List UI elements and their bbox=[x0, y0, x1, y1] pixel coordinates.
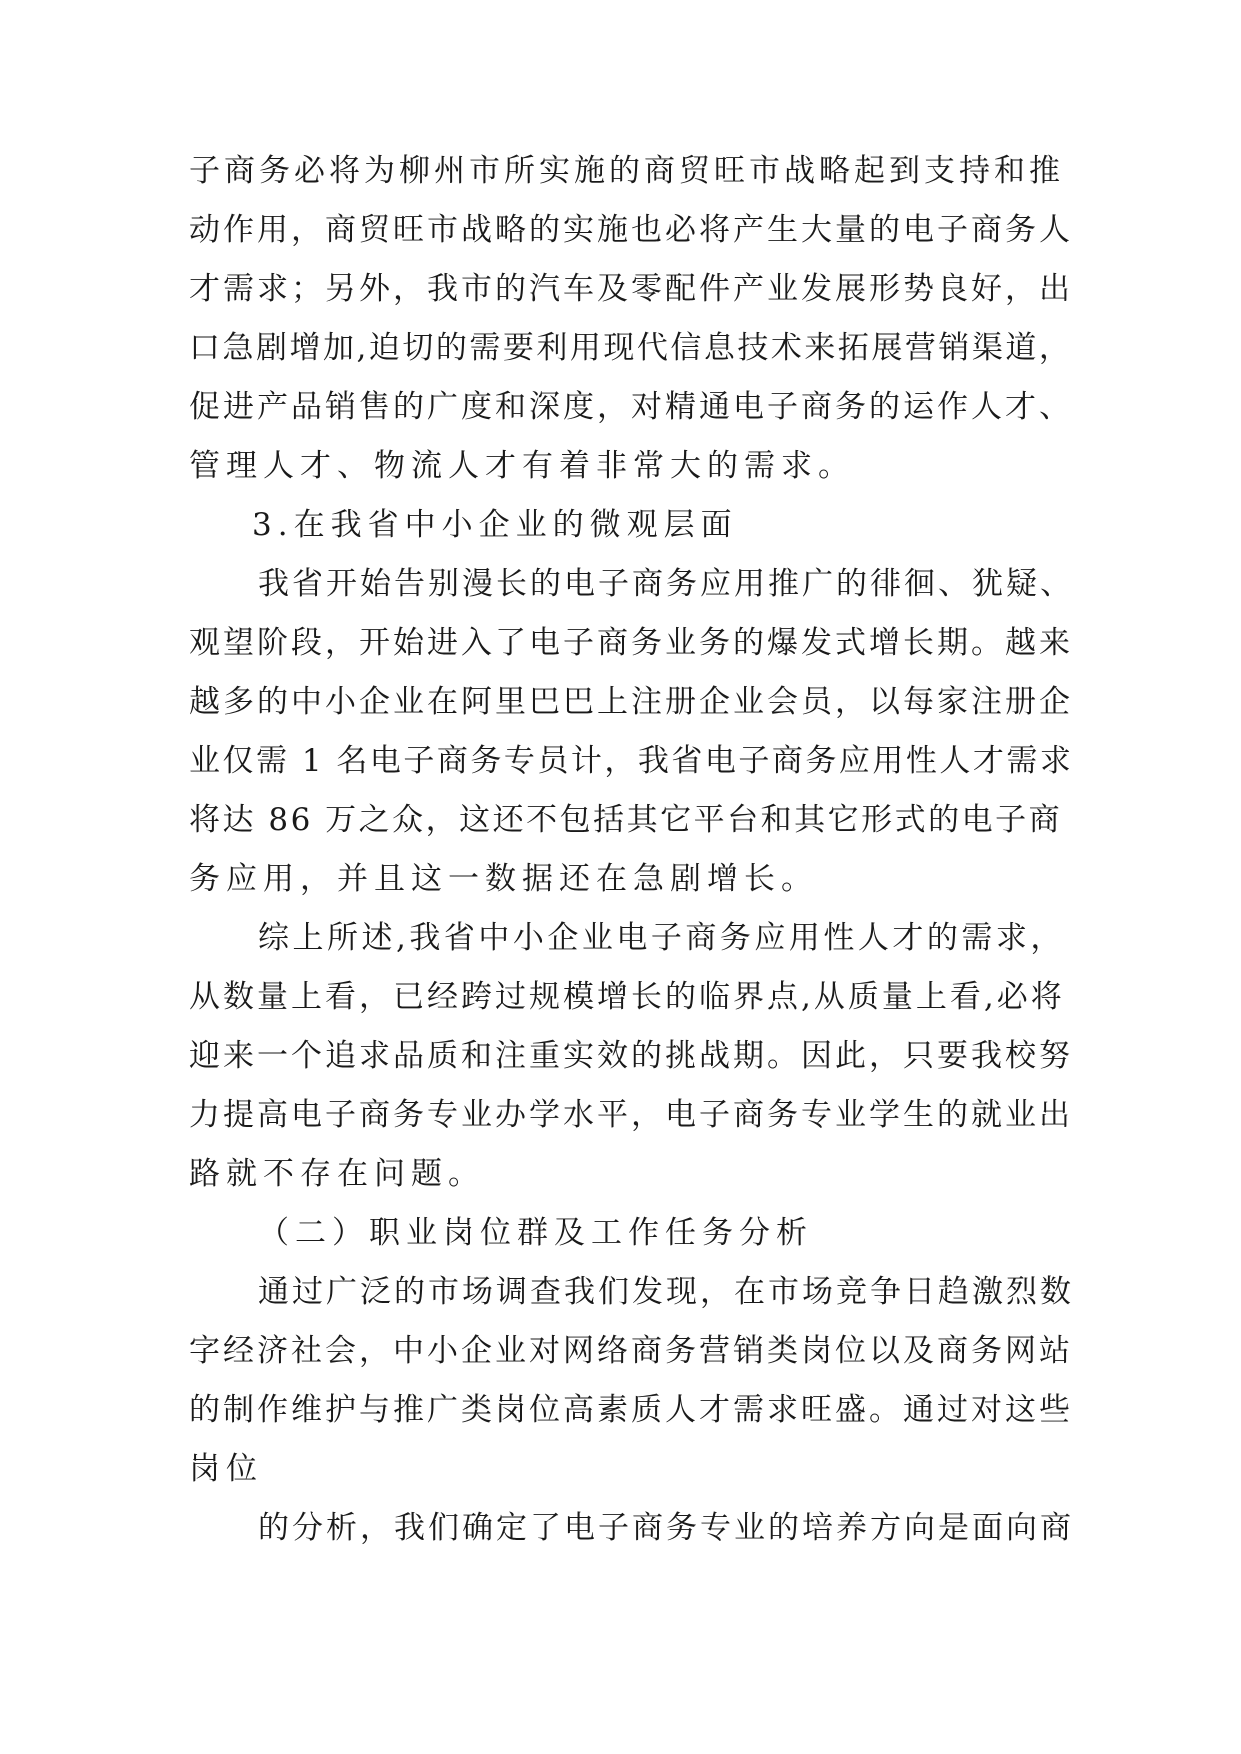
section-heading: 3.在我省中小企业的微观层面 bbox=[252, 507, 738, 543]
text-line: 的分析，我们确定了电子商务专业的培养方向是面向商 bbox=[258, 1510, 1074, 1546]
text-line: 力提高电子商务专业办学水平，电子商务专业学生的就业出 bbox=[189, 1097, 1073, 1133]
section-heading: （二）职业岗位群及工作任务分析 bbox=[258, 1215, 813, 1251]
text-line: 我省开始告别漫长的电子商务应用推广的徘徊、犹疑、 bbox=[258, 566, 1074, 602]
text-line: 促进产品销售的广度和深度，对精通电子商务的运作人才、 bbox=[189, 389, 1073, 425]
text-line: 综上所述,我省中小企业电子商务应用性人才的需求， bbox=[258, 920, 1065, 956]
text-line: 观望阶段，开始进入了电子商务业务的爆发式增长期。越来 bbox=[189, 625, 1073, 661]
text-line: 子商务必将为柳州市所实施的商贸旺市战略起到支持和推 bbox=[189, 153, 1064, 189]
text-line: 务应用，并且这一数据还在急剧增长。 bbox=[189, 861, 818, 897]
text-line: 业仅需 1 名电子商务专员计，我省电子商务应用性人才需求 bbox=[189, 743, 1074, 779]
text-line: 通过广泛的市场调查我们发现，在市场竞争日趋激烈数 bbox=[258, 1274, 1074, 1310]
text-line: 将达 86 万之众，这还不包括其它平台和其它形式的电子商 bbox=[189, 802, 1063, 838]
text-line: 迎来一个追求品质和注重实效的挑战期。因此，只要我校努 bbox=[189, 1038, 1073, 1074]
text-line: 岗位 bbox=[189, 1451, 263, 1487]
text-line: 字经济社会，中小企业对网络商务营销类岗位以及商务网站 bbox=[189, 1333, 1073, 1369]
text-line: 的制作维护与推广类岗位高素质人才需求旺盛。通过对这些 bbox=[189, 1392, 1073, 1428]
text-line: 越多的中小企业在阿里巴巴上注册企业会员，以每家注册企 bbox=[189, 684, 1073, 720]
text-line: 口急剧增加,迫切的需要利用现代信息技术来拓展营销渠道， bbox=[189, 330, 1073, 366]
text-line: 路就不存在问题。 bbox=[189, 1156, 485, 1192]
text-line: 管理人才、物流人才有着非常大的需求。 bbox=[189, 448, 855, 484]
text-line: 动作用，商贸旺市战略的实施也必将产生大量的电子商务人 bbox=[189, 212, 1073, 248]
text-line: 从数量上看，已经跨过规模增长的临界点,从质量上看,必将 bbox=[189, 979, 1065, 1015]
text-line: 才需求；另外，我市的汽车及零配件产业发展形势良好，出 bbox=[189, 271, 1073, 307]
